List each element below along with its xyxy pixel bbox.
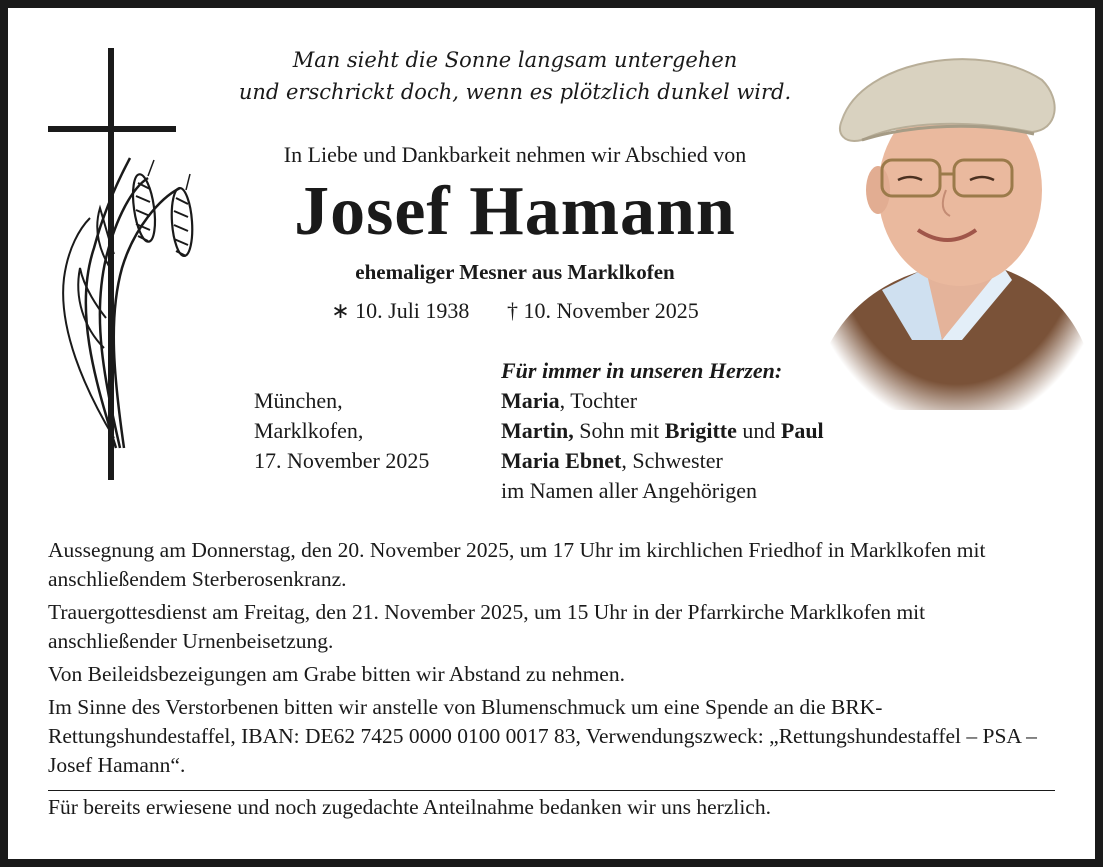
deceased-name: Josef Hamann [294, 173, 736, 250]
mourner-conj: und [736, 418, 781, 443]
verse-line-2: und erschrickt doch, wenn es plötzlich dunkel wird. [238, 80, 792, 104]
mourner-row [501, 416, 824, 446]
notice-text [48, 536, 1058, 784]
mourner-row [501, 386, 824, 416]
notice-donation: Im Sinne des Verstorbenen bitten wir anstelle von Blumenschmuck um eine Spende an die BRK-Rettungshundestaffel, IBAN: DE62 7425 0000 0100 0017 83, Verwendungszweck: „Rettungshundestaffel – PSA – Josef Hamann“. [48, 695, 1037, 777]
portrait-photo [822, 40, 1092, 410]
place-line-2: Marklkofen, [254, 418, 364, 443]
divider [48, 790, 1055, 791]
notice-condolences: Von Beileidsbezeigungen am Grabe bitten wir Abstand zu nehmen. [48, 662, 625, 686]
intro-text: In Liebe und Dankbarkeit nehmen wir Abschied von [283, 142, 747, 167]
verse [230, 44, 800, 108]
mourner-relation: , Tochter [559, 388, 638, 413]
place-line-1: München, [254, 388, 343, 413]
place-and-date [254, 386, 429, 476]
mourner-name: Maria Ebnet [501, 448, 622, 473]
mourner-relation: Sohn mit [573, 418, 665, 443]
death-date: † 10. November 2025 [506, 298, 699, 323]
verse-line-1: Man sieht die Sonne langsam untergehen [292, 48, 738, 72]
notice-service: Trauergottesdienst am Freitag, den 21. November 2025, um 15 Uhr in der Pfarrkirche Marklkofen mit anschließender Urnenbeisetzung. [48, 600, 926, 653]
mourner-name: Maria [501, 388, 560, 413]
mourner-name: Martin, [501, 418, 574, 443]
mourner-row: im Namen aller Angehörigen [501, 478, 757, 503]
notice-funeral: Aussegnung am Donnerstag, den 20. November 2025, um 17 Uhr im kirchlichen Friedhof in Marklkofen mit anschließendem Sterberosenkranz. [48, 538, 986, 591]
thanks-text: Für bereits erwiesene und noch zugedachte Anteilnahme bedanken wir uns herzlich. [48, 795, 771, 819]
place-line-3: 17. November 2025 [254, 448, 430, 473]
mourner-name: Brigitte [664, 418, 737, 443]
cross-with-wheat-icon [44, 48, 204, 484]
mourners-list [501, 356, 824, 506]
mourner-relation: , Schwester [621, 448, 723, 473]
mourners-header: Für immer in unseren Herzen: [501, 358, 783, 383]
birth-date: ∗ 10. Juli 1938 [331, 298, 470, 323]
mourner-row [501, 446, 824, 476]
life-dates [230, 298, 800, 324]
mourner-name: Paul [780, 418, 824, 443]
deceased-role: ehemaliger Mesner aus Marklkofen [355, 260, 675, 284]
